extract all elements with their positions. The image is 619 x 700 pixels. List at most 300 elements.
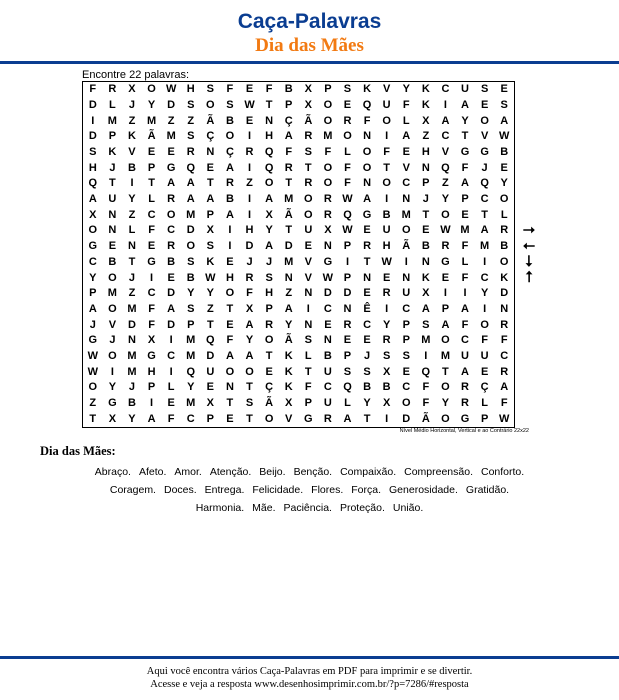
grid-letter: F: [422, 381, 430, 394]
grid-letter: A: [186, 177, 195, 190]
grid-letter: E: [304, 240, 312, 253]
grid-letter: P: [343, 271, 352, 284]
grid-letter: S: [187, 255, 195, 268]
grid-letter: A: [206, 193, 215, 206]
grid-letter: N: [323, 240, 332, 253]
grid-letter: P: [461, 193, 469, 206]
grid-letter: A: [225, 349, 234, 362]
grid-letter: Ã: [284, 208, 293, 221]
grid-letter: T: [246, 412, 253, 425]
grid-letter: G: [108, 396, 117, 409]
word-list: [20, 463, 599, 517]
grid-letter: P: [402, 318, 410, 331]
grid-letter: Y: [128, 193, 136, 206]
grid-letter: J: [481, 161, 488, 174]
grid-letter: N: [265, 114, 274, 127]
grid-letter: O: [166, 208, 176, 221]
grid-letter: S: [265, 271, 273, 284]
grid-letter: V: [304, 255, 312, 268]
grid-letter: N: [225, 381, 234, 394]
grid-letter: I: [247, 208, 252, 221]
grid-letter: E: [402, 146, 410, 159]
grid-letter: S: [206, 83, 214, 96]
grid-letter: A: [461, 365, 469, 378]
grid-letter: A: [461, 177, 469, 190]
grid-letter: A: [225, 161, 234, 174]
grid-letter: P: [304, 396, 312, 409]
grid-letter: K: [284, 349, 293, 362]
grid-letter: O: [441, 381, 450, 394]
grid-letter: J: [89, 318, 96, 331]
grid-letter: P: [343, 240, 352, 253]
grid-letter: K: [421, 83, 430, 96]
grid-letter: E: [480, 99, 489, 112]
word-item: Felicidade.: [252, 484, 304, 496]
grid-letter: O: [480, 114, 489, 127]
grid-letter: R: [382, 287, 391, 300]
grid-letter: A: [421, 302, 430, 315]
grid-letter: W: [342, 193, 353, 206]
grid-letter: X: [382, 396, 391, 409]
grid-letter: F: [265, 83, 273, 96]
grid-letter: M: [166, 130, 176, 143]
grid-letter: A: [186, 193, 195, 206]
grid-letter: S: [480, 83, 489, 96]
grid-letter: Z: [285, 287, 293, 300]
grid-letter: F: [461, 240, 469, 253]
grid-letter: T: [363, 412, 371, 425]
grid-letter: X: [128, 83, 136, 96]
grid-letter: Ã: [147, 130, 156, 143]
grid-letter: B: [500, 240, 509, 253]
grid-letter: Y: [108, 381, 117, 394]
grid-letter: E: [422, 224, 430, 237]
grid-letter: L: [461, 255, 469, 268]
page-subtitle: Dia das Mães: [255, 35, 364, 56]
grid-letter: Y: [187, 381, 195, 394]
grid-letter: I: [247, 161, 252, 174]
grid-letter: E: [226, 318, 234, 331]
grid-letter: O: [323, 114, 333, 127]
grid-letter: E: [265, 365, 273, 378]
grid-letter: A: [500, 381, 509, 394]
grid-letter: J: [109, 334, 116, 347]
grid-letter: N: [127, 334, 136, 347]
grid-letter: E: [245, 114, 254, 127]
grid-letter: W: [244, 99, 255, 112]
grid-letter: C: [88, 255, 97, 268]
grid-letter: I: [443, 99, 447, 112]
grid-letter: O: [441, 334, 450, 347]
footer-line-1: Aqui você encontra vários Caça-Palavras em PDF para imprimir e se divertir.: [146, 666, 473, 677]
grid-letter: O: [88, 381, 98, 394]
grid-letter: X: [422, 114, 430, 127]
footer-line-2: Acesse e veja a resposta www.desenhosimprimir.com.br/?p=7286/#resposta: [150, 679, 469, 690]
grid-letter: Y: [402, 83, 410, 96]
grid-letter: B: [225, 114, 234, 127]
grid-letter: V: [285, 412, 293, 425]
grid-letter: E: [480, 365, 489, 378]
grid-letter: I: [130, 177, 134, 190]
grid-letter: G: [480, 146, 489, 159]
grid-letter: N: [108, 208, 117, 221]
grid-letter: Z: [422, 130, 430, 143]
grid-letter: E: [147, 240, 156, 253]
grid-letter: R: [500, 318, 509, 331]
grid-letter: W: [342, 224, 353, 237]
grid-letter: D: [245, 240, 254, 253]
grid-letter: S: [187, 99, 195, 112]
grid-letter: G: [166, 161, 176, 174]
grid-letter: T: [442, 365, 449, 378]
word-list-title: Dia das Mães:: [40, 444, 116, 458]
grid-letter: G: [441, 255, 450, 268]
grid-letter: F: [461, 271, 469, 284]
grid-letter: Y: [147, 99, 156, 112]
grid-letter: E: [382, 271, 391, 284]
grid-letter: Ç: [206, 130, 215, 143]
grid-letter: R: [323, 208, 332, 221]
grid-letter: C: [323, 302, 332, 315]
grid-letter: Y: [500, 177, 508, 190]
grid-letter: L: [148, 193, 155, 206]
grid-letter: N: [284, 271, 293, 284]
word-item: Atenção.: [209, 466, 252, 478]
grid-letter: D: [88, 130, 97, 143]
grid-letter: V: [304, 271, 312, 284]
grid-letter: Z: [128, 208, 136, 221]
grid-letter: S: [402, 349, 410, 362]
grid-letter: R: [323, 412, 332, 425]
grid-letter: O: [323, 161, 333, 174]
grid-letter: M: [186, 208, 196, 221]
grid-letter: G: [147, 349, 156, 362]
grid-letter: P: [108, 130, 117, 143]
grid-letter: L: [344, 396, 351, 409]
grid-letter: H: [245, 224, 254, 237]
grid-letter: S: [304, 334, 312, 347]
grid-letter: L: [344, 146, 351, 159]
grid-letter: V: [128, 146, 136, 159]
grid-letter: Y: [285, 318, 293, 331]
grid-letter: Ç: [265, 381, 274, 394]
grid-letter: A: [284, 130, 293, 143]
grid-letter: O: [362, 161, 372, 174]
grid-letter: F: [363, 114, 371, 127]
grid-letter: F: [461, 161, 469, 174]
grid-letter: Q: [206, 334, 215, 347]
grid-letter: W: [87, 349, 98, 362]
grid-letter: O: [382, 114, 391, 127]
grid-letter: O: [362, 146, 372, 159]
grid-letter: B: [225, 193, 234, 206]
grid-letter: O: [245, 365, 254, 378]
grid-letter: Z: [128, 287, 136, 300]
grid-letter: T: [148, 177, 155, 190]
direction-legend: [518, 222, 540, 286]
grid-letter: X: [382, 365, 391, 378]
grid-letter: W: [381, 255, 392, 268]
grid-letter: A: [225, 208, 234, 221]
grid-letter: W: [205, 271, 216, 284]
word-item: Flores.: [311, 484, 344, 496]
grid-letter: T: [383, 161, 391, 174]
grid-letter: L: [304, 349, 312, 362]
word-item: Beijo.: [259, 466, 286, 478]
grid-letter: I: [385, 193, 389, 206]
grid-letter: F: [226, 334, 234, 347]
grid-letter: R: [245, 271, 254, 284]
grid-letter: B: [500, 146, 509, 159]
grid-letter: E: [363, 224, 371, 237]
word-item: Amor.: [174, 466, 202, 478]
grid-letter: F: [167, 412, 175, 425]
grid-letter: V: [108, 318, 117, 331]
grid-letter: Q: [264, 161, 274, 174]
grid-letter: E: [343, 99, 352, 112]
grid-letter: N: [127, 240, 136, 253]
grid-letter: A: [500, 114, 509, 127]
grid-letter: B: [127, 396, 136, 409]
grid-letter: O: [499, 193, 509, 206]
grid-letter: Ç: [225, 146, 234, 159]
grid-letter: I: [169, 365, 173, 378]
grid-letter: J: [422, 193, 429, 206]
grid-letter: D: [167, 318, 176, 331]
grid-letter: W: [440, 224, 451, 237]
grid-letter: Q: [343, 208, 352, 221]
word-list-line: [20, 481, 599, 499]
grid-letter: F: [481, 334, 488, 347]
grid-letter: A: [480, 224, 489, 237]
grid-letter: R: [343, 318, 352, 331]
grid-letter: M: [107, 287, 117, 300]
grid-letter: E: [343, 334, 352, 347]
word-item: Afeto.: [138, 466, 167, 478]
grid-letter: F: [148, 318, 155, 331]
grid-letter: R: [323, 193, 332, 206]
grid-letter: M: [107, 114, 117, 127]
word-item: Generosidade.: [389, 484, 458, 496]
bottom-divider: [0, 656, 619, 659]
grid-letter: A: [284, 302, 293, 315]
grid-letter: C: [402, 177, 411, 190]
word-item: Doces.: [163, 484, 197, 496]
grid-letter: I: [150, 396, 154, 409]
grid-letter: I: [483, 255, 487, 268]
grid-letter: H: [88, 161, 97, 174]
grid-letter: I: [91, 114, 95, 127]
grid-letter: R: [167, 240, 176, 253]
grid-letter: R: [108, 83, 117, 96]
grid-letter: N: [421, 255, 430, 268]
grid-letter: A: [88, 193, 97, 206]
grid-letter: I: [483, 302, 487, 315]
grid-letter: A: [343, 412, 352, 425]
grid-letter: R: [167, 193, 176, 206]
grid-letter: N: [363, 271, 372, 284]
grid-letter: A: [461, 302, 469, 315]
grid-letter: T: [422, 208, 430, 221]
grid-letter: O: [264, 412, 274, 425]
grid-letter: T: [246, 381, 253, 394]
grid-letter: H: [225, 271, 234, 284]
grid-letter: R: [304, 130, 313, 143]
grid-letter: L: [500, 208, 508, 221]
grid-letter: N: [108, 224, 117, 237]
grid-letter: A: [461, 99, 469, 112]
grid-letter: R: [343, 114, 352, 127]
grid-letter: K: [363, 83, 372, 96]
grid-letter: I: [110, 365, 114, 378]
word-item: Compreensão.: [404, 466, 473, 478]
grid-letter: J: [128, 99, 136, 112]
grid-letter: Y: [128, 412, 136, 425]
word-item: Conforto.: [481, 466, 525, 478]
grid-letter: O: [441, 208, 450, 221]
grid-letter: E: [206, 381, 214, 394]
grid-letter: L: [481, 396, 488, 409]
grid-letter: Ã: [206, 114, 215, 127]
grid-letter: X: [147, 334, 156, 347]
grid-letter: U: [382, 224, 391, 237]
grid-letter: Q: [343, 381, 352, 394]
grid-letter: B: [421, 240, 430, 253]
grid-letter: Y: [206, 287, 214, 300]
grid-letter: Z: [187, 114, 195, 127]
grid-letter: S: [89, 146, 97, 159]
grid-letter: P: [265, 302, 273, 315]
grid-letter: O: [264, 177, 274, 190]
grid-letter: U: [382, 99, 391, 112]
word-item: Entrega.: [204, 484, 245, 496]
grid-letter: D: [402, 412, 411, 425]
grid-letter: I: [385, 412, 389, 425]
grid-letter: T: [109, 177, 116, 190]
grid-letter: N: [402, 271, 411, 284]
grid-letter: U: [206, 365, 215, 378]
grid-letter: B: [363, 381, 372, 394]
grid-letter: I: [424, 349, 428, 362]
word-item: União.: [392, 502, 424, 514]
grid-letter: I: [169, 334, 173, 347]
grid-letter: O: [264, 334, 274, 347]
grid-letter: T: [89, 412, 97, 425]
grid-letter: P: [343, 349, 352, 362]
grid-letter: I: [247, 193, 252, 206]
grid-letter: E: [500, 83, 508, 96]
grid-letter: I: [443, 287, 447, 300]
grid-letter: M: [284, 193, 294, 206]
grid-letter: X: [324, 224, 332, 237]
grid-letter: Ã: [284, 334, 293, 347]
grid-letter: E: [363, 287, 371, 300]
grid-letter: M: [284, 255, 294, 268]
grid-letter: S: [422, 318, 430, 331]
grid-letter: W: [499, 130, 510, 143]
grid-letter: Q: [480, 177, 489, 190]
grid-letter: L: [402, 114, 410, 127]
grid-letter: F: [500, 396, 508, 409]
grid-letter: O: [206, 99, 215, 112]
grid-letter: K: [108, 146, 117, 159]
grid-letter: S: [343, 365, 352, 378]
grid-letter: D: [284, 240, 293, 253]
grid-letter: D: [343, 287, 352, 300]
grid-letter: E: [206, 161, 214, 174]
grid-letter: F: [246, 287, 253, 300]
grid-letter: O: [441, 412, 450, 425]
grid-letter: B: [382, 208, 391, 221]
grid-letter: A: [265, 240, 274, 253]
grid-letter: P: [89, 287, 97, 300]
grid-letter: B: [108, 255, 117, 268]
grid-letter: C: [480, 193, 489, 206]
grid-letter: O: [108, 271, 117, 284]
grid-letter: O: [343, 130, 352, 143]
grid-letter: P: [187, 318, 195, 331]
grid-letter: X: [304, 99, 312, 112]
grid-letter: I: [247, 130, 252, 143]
grid-letter: D: [127, 318, 136, 331]
grid-letter: U: [323, 396, 332, 409]
grid-letter: R: [363, 240, 372, 253]
grid-letter: A: [167, 302, 176, 315]
grid-letter: Q: [186, 365, 196, 378]
grid-letter: I: [385, 130, 389, 143]
grid-letter: O: [323, 99, 333, 112]
grid-letter: Z: [167, 114, 175, 127]
grid-letter: E: [363, 334, 371, 347]
grid-letter: Z: [442, 177, 449, 190]
grid-letter: R: [382, 334, 391, 347]
grid-letter: M: [127, 365, 137, 378]
puzzle-instruction: Encontre 22 palavras:: [82, 69, 190, 81]
grid-letter: D: [167, 99, 176, 112]
grid-letter: Z: [206, 302, 214, 315]
grid-letter: E: [245, 83, 254, 96]
word-list-line: [20, 463, 599, 481]
grid-letter: H: [147, 365, 156, 378]
grid-letter: S: [363, 365, 371, 378]
grid-letter: X: [89, 208, 97, 221]
grid-letter: A: [88, 302, 97, 315]
grid-letter: I: [463, 287, 467, 300]
grid-letter: T: [461, 130, 469, 143]
grid-letter: T: [265, 99, 273, 112]
grid-letter: B: [127, 161, 136, 174]
grid-letter: J: [266, 255, 273, 268]
grid-letter: F: [402, 99, 410, 112]
grid-letter: P: [147, 381, 156, 394]
grid-letter: Q: [421, 365, 431, 378]
grid-letter: E: [461, 208, 469, 221]
grid-letter: R: [500, 224, 509, 237]
grid-letter: C: [402, 302, 411, 315]
grid-letter: E: [402, 365, 410, 378]
grid-letter: V: [441, 146, 450, 159]
grid-letter: C: [167, 224, 176, 237]
grid-letter: P: [402, 334, 410, 347]
grid-letter: X: [422, 287, 430, 300]
grid-letter: U: [461, 83, 469, 96]
grid-letter: M: [127, 349, 137, 362]
grid-letter: T: [481, 208, 488, 221]
grid-letter: Q: [362, 99, 372, 112]
grid-letter: Ç: [284, 114, 293, 127]
grid-letter: G: [147, 255, 156, 268]
grid-letter: N: [421, 161, 430, 174]
